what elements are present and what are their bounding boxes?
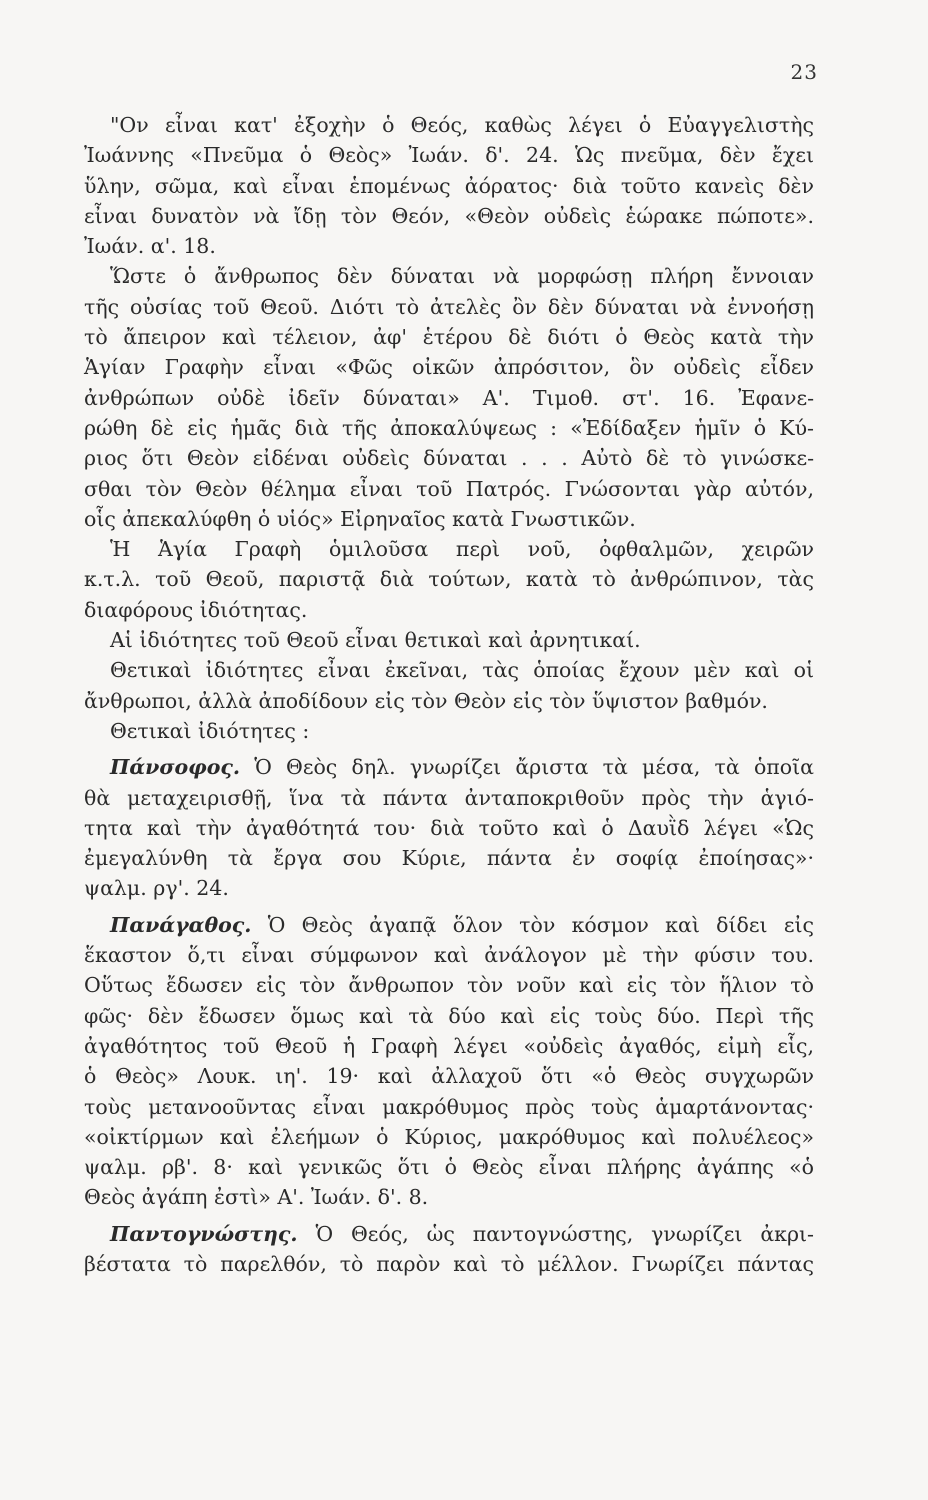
text-line: Αἱ ἰδιότητες τοῦ Θεοῦ εἶναι θετικαὶ καὶ ἀρνητικαί. [110,628,641,653]
paragraph [84,261,814,534]
page-number: 23 [790,60,818,84]
text-line [84,752,814,782]
text-line: θὰ μεταχειρισθῇ, ἵνα τὰ πάντα ἀνταποκριθοῦν πρὸς τὴν ἁγιό- [84,785,814,810]
text-line: Ὥστε ὁ ἄνθρωπος δὲν δύναται νὰ μορφώσῃ πλήρη ἔννοιαν [110,264,814,289]
text-line: τῆς οὐσίας τοῦ Θεοῦ. Διότι τὸ ἀτελὲς ὂν δὲν δύναται νὰ ἐννοήσῃ [84,294,814,319]
text-line: Θετικαὶ ἰδιότητες εἶναι ἐκεῖναι, τὰς ὁποίας ἔχουν μὲν καὶ οἱ [110,658,814,683]
text-line: "Ον εἶναι κατ' ἐξοχὴν ὁ Θεός, καθὼς λέγει ὁ Εὐαγγελιστὴς [110,113,814,137]
text-line: οἷς ἀπεκαλύφθη ὁ υἱός» Εἰρηναῖος κατὰ Γνωστικῶν. [84,506,636,531]
attribute-first-line: Ὁ Θεός, ὡς παντογνώστης, γνωρίζει ἀκρι- [315,1221,814,1246]
text-line: ρώθη δὲ εἰς ἡμᾶς διὰ τῆς ἀποκαλύψεως : «Ἐδίδαξεν ἡμῖν ὁ Κύ- [84,415,814,440]
attribute-entry [84,1219,814,1280]
text-line: ὕλην, σῶμα, καὶ εἶναι ἑπομένως ἀόρατος· διὰ τοῦτο κανεὶς δὲν [84,173,814,198]
text-line: Οὕτως ἔδωσεν εἰς τὸν ἄνθρωπον τὸν νοῦν καὶ εἰς τὸν ἥλιον τὸ [84,973,814,998]
paragraph [84,534,814,625]
text-line: ψαλμ. ρβ'. 8· καὶ γενικῶς ὅτι ὁ Θεὸς εἶναι πλήρης ἀγάπης «ὁ [84,1155,814,1180]
text-line [84,910,814,940]
attribute-first-line: Ὁ Θεὸς ἀγαπᾷ ὅλον τὸν κόσμον καὶ δίδει εἰς [267,912,814,937]
text-line: τὸ ἄπειρον καὶ τέλειον, ἀφ' ἑτέρου δὲ διότι ὁ Θεὸς κατὰ τὴν [84,325,814,350]
attribute-first-line: Ὁ Θεὸς δηλ. γνωρίζει ἄριστα τὰ μέσα, τὰ ὁποῖα [254,755,814,780]
text-line: Ἰωάννης «Πνεῦμα ὁ Θεὸς» Ἰωάν. δ'. 24. Ὡς πνεῦμα, δὲν ἔχει [84,143,814,168]
paragraph [84,716,814,746]
text-line: ἄνθρωποι, ἀλλὰ ἀποδίδουν εἰς τὸν Θεὸν εἰς τὸν ὕψιστον βαθμόν. [84,688,768,713]
text-line: Θετικαὶ ἰδιότητες : [110,718,310,743]
text-line: Ἰωάν. α'. 18. [84,234,216,259]
attribute-entry [84,910,814,1213]
text-line: τοὺς μετανοοῦντας εἶναι μακρόθυμος πρὸς τοὺς ἁμαρτάνοντας· [84,1094,814,1119]
text-line: «οἰκτίρμων καὶ ἐλεήμων ὁ Κύριος, μακρόθυμος καὶ πολυέλεος» [84,1124,814,1149]
paragraph [84,110,814,261]
text-line: ἕκαστον ὅ,τι εἶναι σύμφωνον καὶ ἀνάλογον μὲ τὴν φύσιν του. [84,943,814,968]
paragraph [84,655,814,716]
text-line: κ.τ.λ. τοῦ Θεοῦ, παριστᾷ διὰ τούτων, κατὰ τὸ ἀνθρώπινον, τὰς [84,567,814,592]
text-line: ἐμεγαλύνθη τὰ ἔργα σου Κύριε, πάντα ἐν σοφίᾳ ἐποίησας»· [84,846,814,871]
text-line: Θεὸς ἀγάπη ἐστὶ» Α'. Ἰωάν. δ'. 8. [84,1185,429,1210]
text-line [84,1219,814,1249]
body-text [84,110,814,1279]
text-line: ψαλμ. ργ'. 24. [84,876,229,901]
paragraph [84,625,814,655]
text-line: Ἡ Ἁγία Γραφὴ ὁμιλοῦσα περὶ νοῦ, ὀφθαλμῶν, χειρῶν [110,537,814,562]
text-line: Ἁγίαν Γραφὴν εἶναι «Φῶς οἰκῶν ἀπρόσιτον, ὃν οὐδεὶς εἶδεν [84,355,814,380]
text-line: βέστατα τὸ παρελθόν, τὸ παρὸν καὶ τὸ μέλλον. Γνωρίζει πάντας [84,1251,814,1276]
text-line: ὁ Θεὸς» Λουκ. ιη'. 19· καὶ ἀλλαχοῦ ὅτι «ὁ Θεὸς συγχωρῶν [84,1064,814,1089]
attribute-term: Πανάγαθος. [110,912,252,937]
text-line: ἀγαθότητος τοῦ Θεοῦ ἡ Γραφὴ λέγει «οὐδεὶς ἀγαθός, εἰμὴ εἷς, [84,1033,814,1058]
attribute-entry [84,752,814,903]
text-line: ριος ὅτι Θεὸν εἰδέναι οὐδεὶς δύναται . . . Αὐτὸ δὲ τὸ γινώσκε- [84,446,814,471]
text-line: σθαι τὸν Θεὸν θέλημα εἶναι τοῦ Πατρός. Γνώσονται γὰρ αὐτόν, [84,476,814,501]
text-line: διαφόρους ἰδιότητας. [84,597,308,622]
text-line: τητα καὶ τὴν ἀγαθότητά του· διὰ τοῦτο καὶ ὁ Δαυῒδ λέγει «Ὡς [84,815,814,840]
text-line: ἀνθρώπων οὐδὲ ἰδεῖν δύναται» Α'. Τιμοθ. στ'. 16. Ἐφανε- [84,385,814,410]
text-line: φῶς· δὲν ἔδωσεν ὅμως καὶ τὰ δύο καὶ εἰς τοὺς δύο. Περὶ τῆς [84,1003,814,1028]
attribute-term: Πάνσοφος. [110,755,240,780]
text-line: εἶναι δυνατὸν νὰ ἴδῃ τὸν Θεόν, «Θεὸν οὐδεὶς ἑώρακε πώποτε». [84,203,814,228]
attribute-term: Παντογνώστης. [110,1221,298,1246]
